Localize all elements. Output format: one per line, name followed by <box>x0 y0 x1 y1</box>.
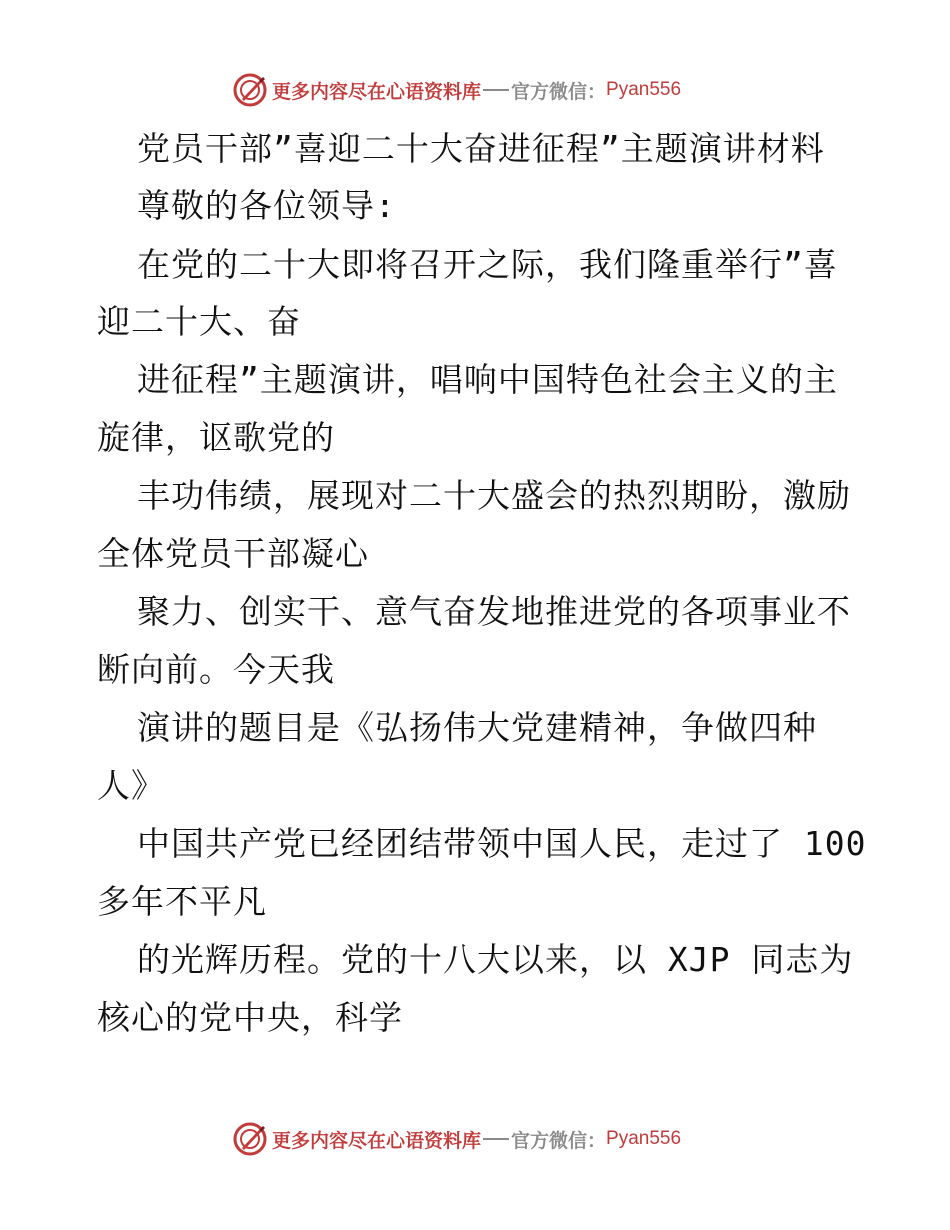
doc-text-line: 在党的二十大即将召开之际，我们隆重举行”喜 <box>137 245 838 284</box>
doc-text-line: 演讲的题目是《弘扬伟大党建精神，争做四种 <box>137 708 817 747</box>
doc-text-line: 全体党员干部凝心 <box>97 534 369 573</box>
footer-brand-text: 更多内容尽在心语资料库 <box>272 1129 482 1152</box>
header-banner <box>232 72 732 108</box>
header-brand-text: 更多内容尽在心语资料库 <box>272 80 482 103</box>
header-dash <box>483 89 509 91</box>
doc-text-line: 人》 <box>97 766 165 805</box>
doc-text-line: 丰功伟绩，展现对二十大盛会的热烈期盼，激励 <box>137 476 851 515</box>
header-contact-id: Pyan556 <box>606 79 682 100</box>
doc-text-line: 中国共产党已经团结带领中国人民，走过了 100 <box>137 824 867 863</box>
doc-text-line: 聚力、创实干、意气奋发地推进党的各项事业不 <box>137 592 851 631</box>
brand-logo-icon <box>232 72 268 108</box>
doc-text-line: 进征程”主题演讲，唱响中国特色社会主义的主 <box>137 360 838 399</box>
doc-text-line: 核心的党中央，科学 <box>97 998 403 1037</box>
doc-title-line: 党员干部”喜迎二十大奋进征程”主题演讲材料 <box>137 129 825 168</box>
header-contact-label: 官方微信： <box>511 80 607 103</box>
footer-contact-label: 官方微信： <box>511 1129 607 1152</box>
footer-dash <box>483 1138 509 1140</box>
brand-logo-icon <box>232 1121 268 1157</box>
footer-banner <box>232 1121 732 1157</box>
doc-salutation-line: 尊敬的各位领导: <box>137 186 396 225</box>
doc-text-line: 断向前。今天我 <box>97 650 335 689</box>
doc-text-line: 多年不平凡 <box>97 882 267 921</box>
doc-text-line: 迎二十大、奋 <box>97 302 301 341</box>
doc-text-line: 的光辉历程。党的十八大以来，以 XJP 同志为 <box>137 940 854 979</box>
footer-contact-id: Pyan556 <box>606 1128 682 1149</box>
doc-text-line: 旋律，讴歌党的 <box>97 418 335 457</box>
